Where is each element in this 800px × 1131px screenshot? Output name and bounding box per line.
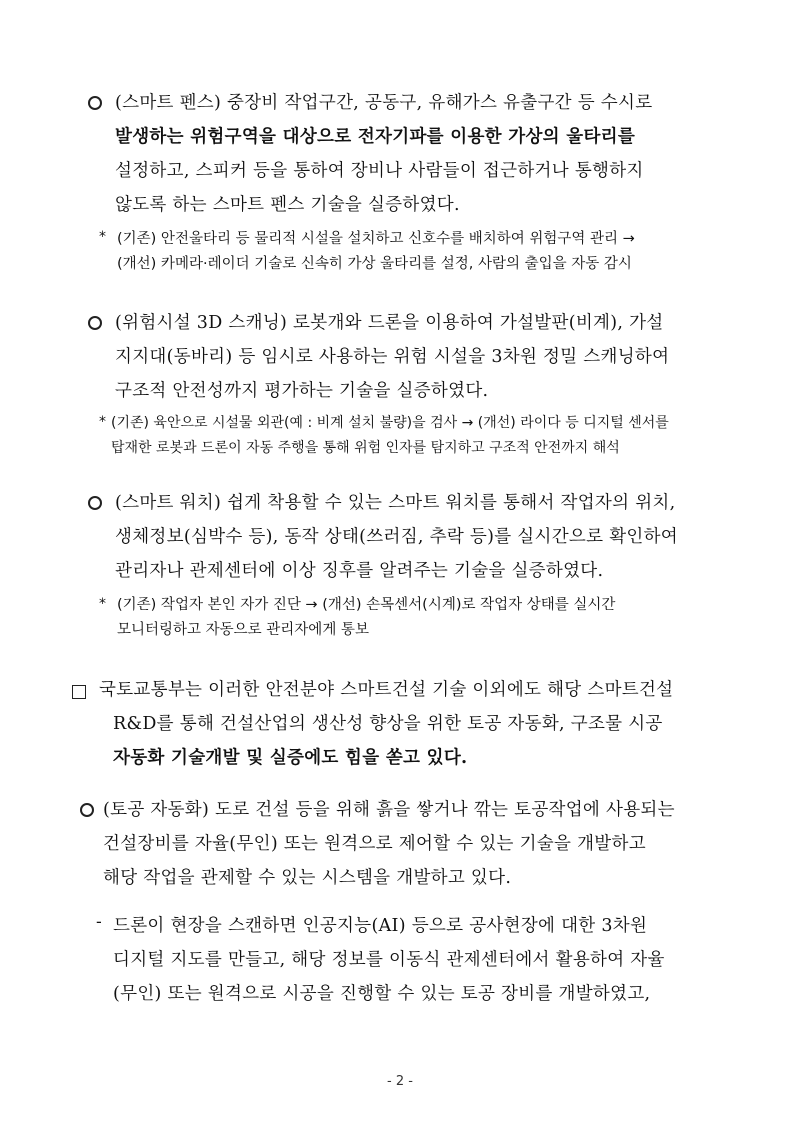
text-line: 건설장비를 자율(무인) 또는 원격으로 제어할 수 있는 기술을 개발하고 — [103, 834, 646, 854]
box-bullet-icon — [72, 685, 86, 699]
ministry-paragraph — [99, 673, 673, 775]
note-asterisk: * — [99, 414, 106, 430]
circle-bullet-icon — [80, 803, 94, 817]
circle-bullet-icon — [88, 96, 102, 110]
note-line: (기존) 육안으로 시설물 외관(예 : 비계 설치 불량)을 검사 → (개선) 라이다 등 디지털 센서를 — [111, 415, 669, 431]
text-line: 드론이 현장을 스캔하면 인공지능(AI) 등으로 공사현장에 대한 3차원 — [113, 916, 648, 936]
scanning-note — [111, 411, 669, 461]
text-line: 자동화 기술개발 및 실증에도 힘을 쏟고 있다. — [113, 748, 468, 768]
text-line: (스마트 펜스) 중장비 작업구간, 공동구, 유해가스 유출구간 등 수시로 — [115, 93, 653, 113]
note-line: (기존) 작업자 본인 자가 진단 → (개선) 손목센서(시계)로 작업자 상태를 실시간 — [117, 597, 616, 613]
scanning-paragraph — [115, 306, 669, 408]
smart-fence-paragraph — [115, 86, 652, 222]
text-line: (무인) 또는 원격으로 시공을 진행할 수 있는 토공 장비를 개발하였고, — [113, 984, 651, 1004]
text-line: 설정하고, 스피커 등을 통하여 장비나 사람들이 접근하거나 통행하지 — [115, 161, 644, 181]
note-line: (기존) 안전울타리 등 물리적 시설을 설치하고 신호수를 배치하여 위험구역 관리 → — [117, 231, 635, 247]
text-line: 지지대(동바리) 등 임시로 사용하는 위험 시설을 3차원 정밀 스캐닝하여 — [115, 347, 670, 367]
text-line: 생체정보(심박수 등), 동작 상태(쓰러짐, 추락 등)를 실시간으로 확인하여 — [115, 527, 679, 547]
note-line: 모니터링하고 자동으로 관리자에게 통보 — [117, 622, 369, 638]
note-line: 탑재한 로봇과 드론이 자동 주행을 통해 위험 인자를 탐지하고 구조적 안전까지 해석 — [111, 440, 620, 456]
text-line: 않도록 하는 스마트 펜스 기술을 실증하였다. — [115, 195, 460, 215]
text-line: 관리자나 관제센터에 이상 징후를 알려주는 기술을 실증하였다. — [115, 561, 604, 581]
text-line: 디지털 지도를 만들고, 해당 정보를 이동식 관제센터에서 활용하여 자율 — [113, 950, 665, 970]
dash-bullet: - — [96, 912, 102, 932]
text-line: 발생하는 위험구역을 대상으로 전자기파를 이용한 가상의 울타리를 — [115, 127, 636, 147]
earthwork-paragraph — [103, 793, 675, 895]
text-line: 국토교통부는 이러한 안전분야 스마트건설 기술 이외에도 해당 스마트건설 — [99, 680, 674, 700]
text-line: (위험시설 3D 스캐닝) 로봇개와 드론을 이용하여 가설발판(비계), 가설 — [115, 313, 664, 333]
circle-bullet-icon — [88, 496, 102, 510]
text-line: 구조적 안전성까지 평가하는 기술을 실증하였다. — [115, 381, 489, 401]
smart-watch-note — [117, 593, 615, 643]
note-asterisk: * — [99, 229, 106, 245]
drone-map-paragraph — [113, 909, 665, 1011]
text-line: (스마트 워치) 쉽게 착용할 수 있는 스마트 워치를 통해서 작업자의 위치, — [115, 493, 676, 513]
smart-fence-note — [117, 227, 635, 277]
smart-watch-paragraph — [115, 486, 678, 588]
text-line: 해당 작업을 관제할 수 있는 시스템을 개발하고 있다. — [103, 868, 512, 888]
page-number: - 2 - — [387, 1074, 413, 1089]
circle-bullet-icon — [88, 316, 102, 330]
note-line: (개선) 카메라·레이더 기술로 신속히 가상 울타리를 설정, 사람의 출입을 자동 감시 — [117, 256, 632, 272]
text-line: R&D를 통해 건설산업의 생산성 향상을 위한 토공 자동화, 구조물 시공 — [113, 714, 663, 734]
text-line: (토공 자동화) 도로 건설 등을 위해 흙을 쌓거나 깎는 토공작업에 사용되는 — [103, 800, 675, 820]
note-asterisk: * — [99, 596, 106, 612]
